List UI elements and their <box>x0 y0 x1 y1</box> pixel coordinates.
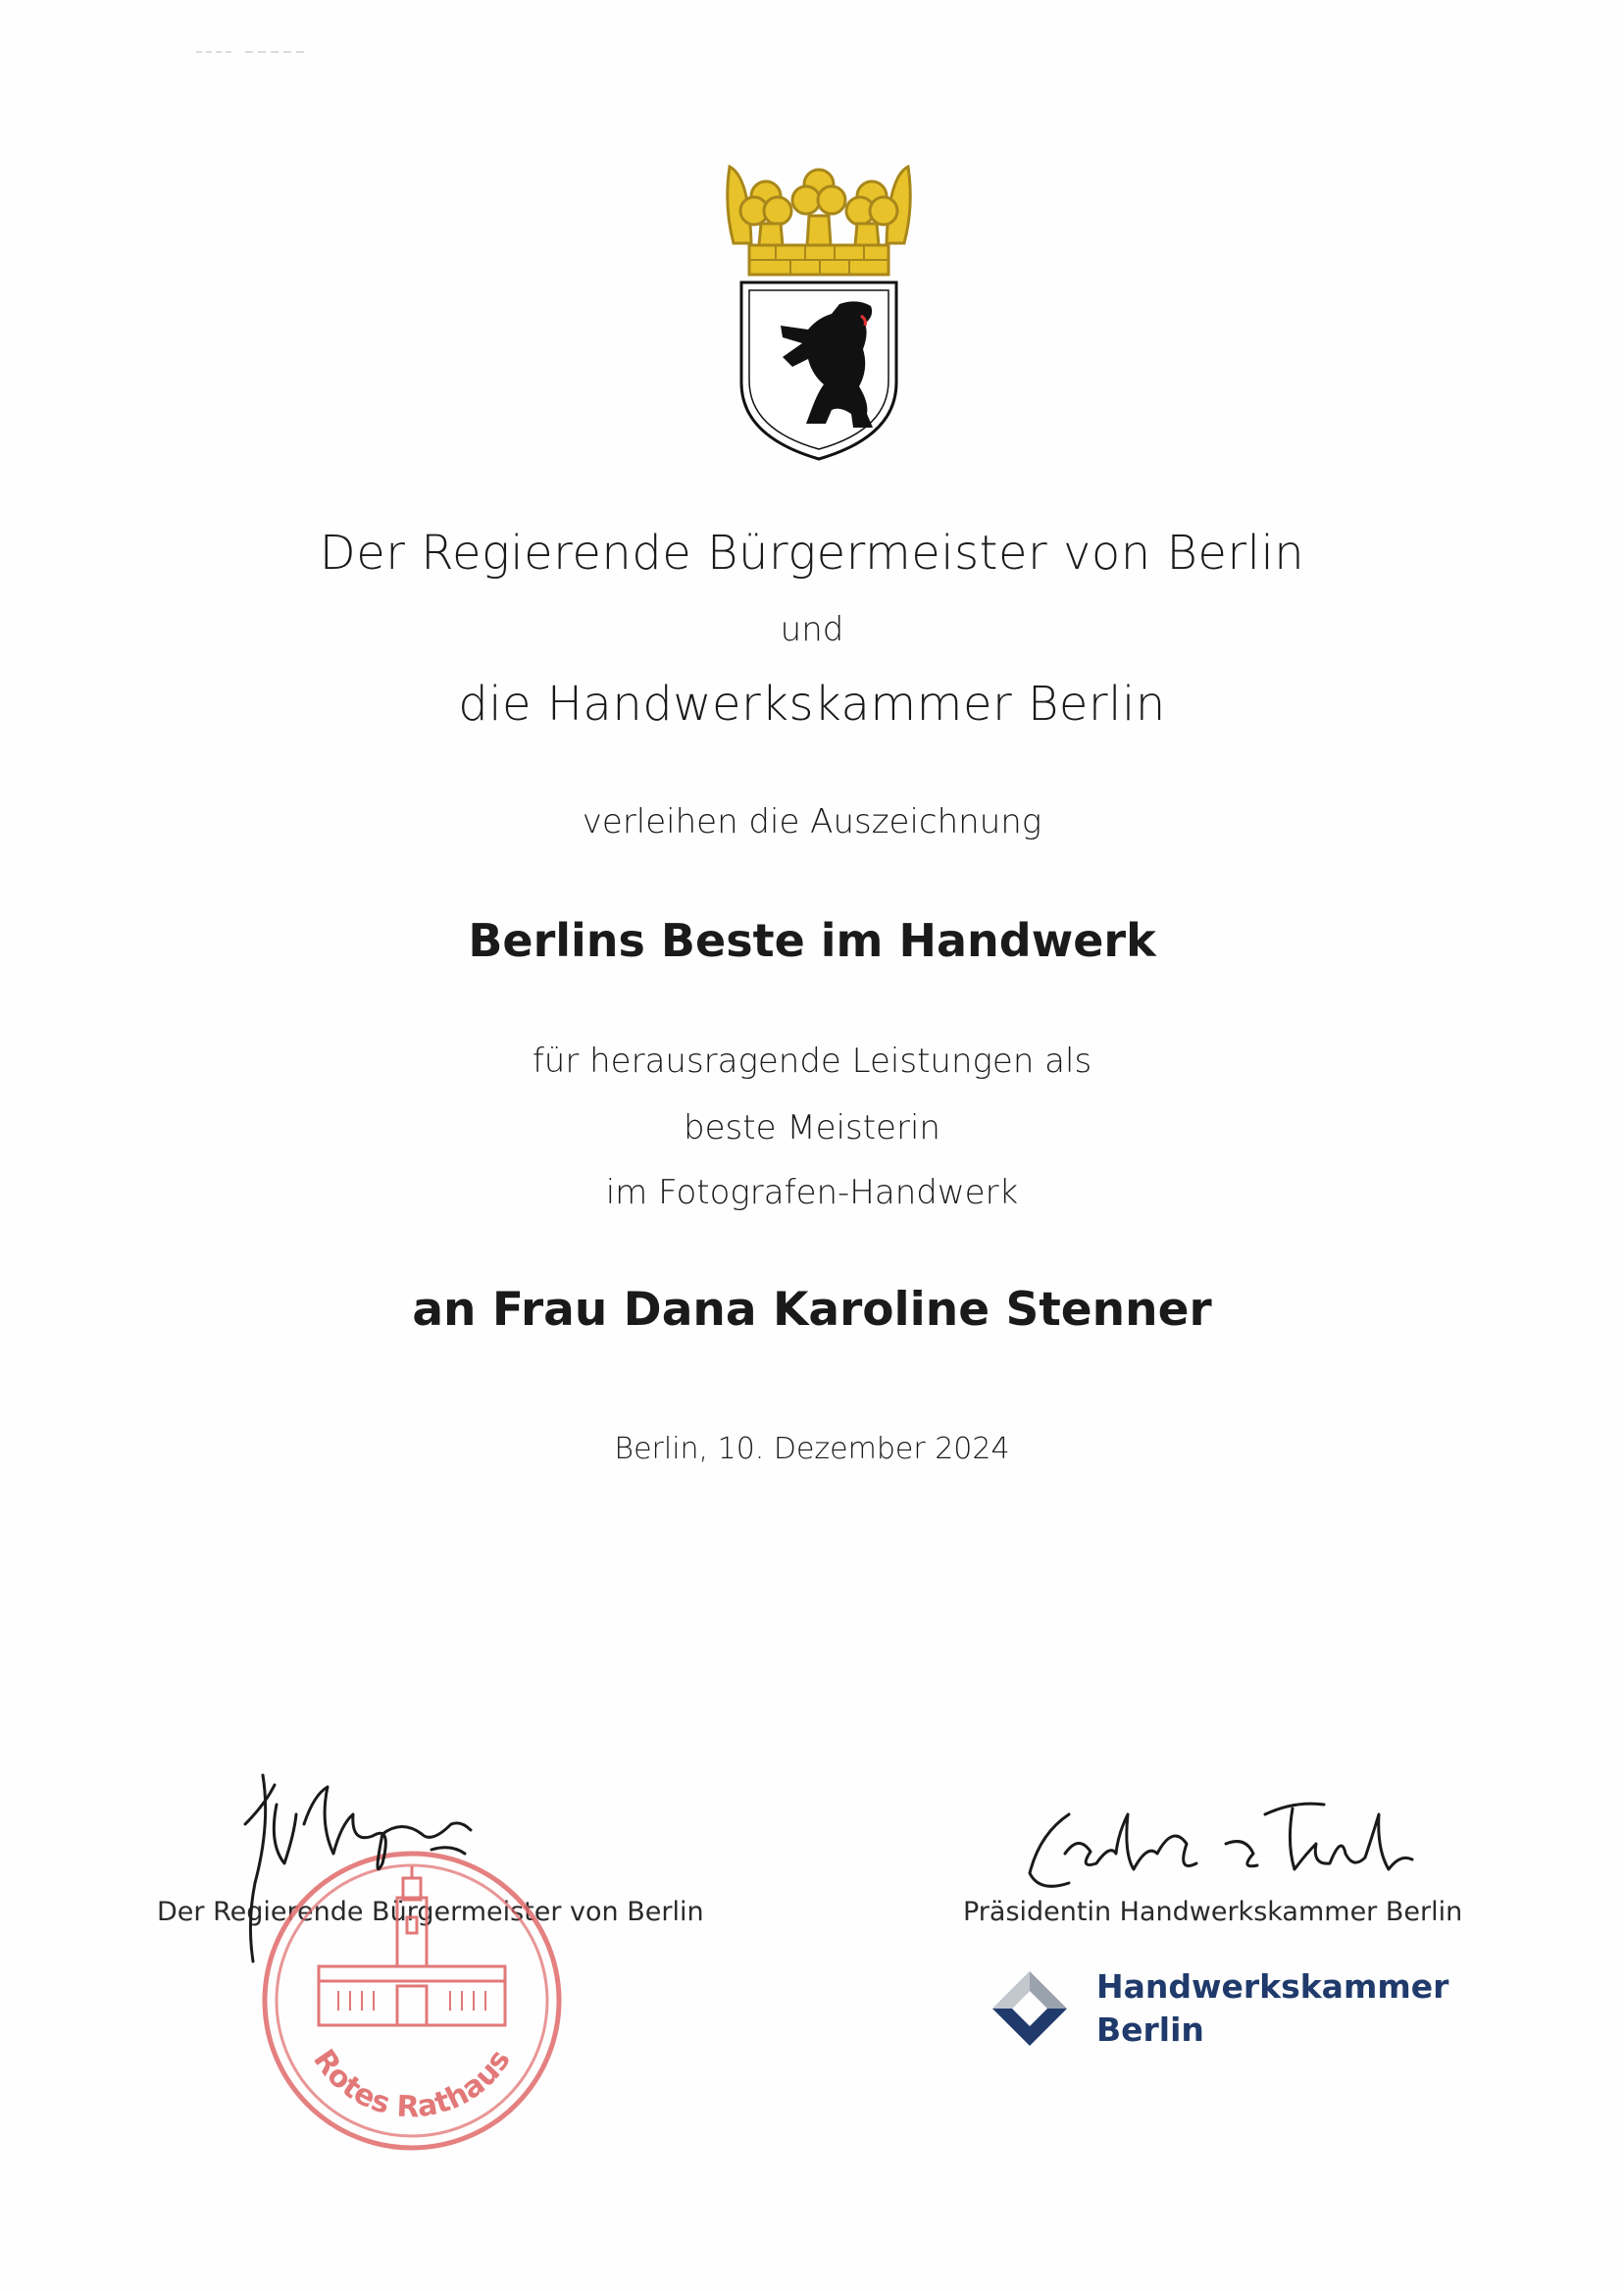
award-reason-line: beste Meisterin <box>684 1108 940 1147</box>
issuing-authority: Der Regierende Bürgermeister von Berlin <box>319 526 1305 581</box>
logo-line-2: Berlin <box>1096 2011 1204 2049</box>
place-and-date: Berlin, 10. Dezember 2024 <box>614 1432 1010 1466</box>
berlin-coat-of-arms-icon <box>722 157 916 461</box>
award-reason-line: im Fotografen-Handwerk <box>605 1173 1019 1212</box>
svg-text:Rotes Rathaus: Rotes Rathaus <box>306 2043 518 2125</box>
logo-line-1: Handwerkskammer <box>1096 1967 1449 2006</box>
conjunction-text: und <box>780 610 844 649</box>
handwerkskammer-logo-text <box>1096 1965 1448 2052</box>
handwerkskammer-logo-icon <box>990 1969 1069 2048</box>
issuing-chamber: die Handwerkskammer Berlin <box>458 677 1166 732</box>
president-signature-caption: Präsidentin Handwerkskammer Berlin <box>963 1897 1463 1927</box>
mayor-signature-caption: Der Regierende Bürgermeister von Berlin <box>157 1897 704 1927</box>
recipient-name: an Frau Dana Karoline Stenner <box>412 1283 1212 1337</box>
award-intro: verleihen die Auszeichnung <box>582 802 1042 841</box>
scan-artifact <box>196 49 304 55</box>
president-signature <box>1000 1775 1432 1912</box>
mayor-signature <box>226 1765 481 1981</box>
award-title: Berlins Beste im Handwerk <box>468 914 1156 967</box>
award-reason-line: für herausragende Leistungen als <box>532 1042 1092 1081</box>
